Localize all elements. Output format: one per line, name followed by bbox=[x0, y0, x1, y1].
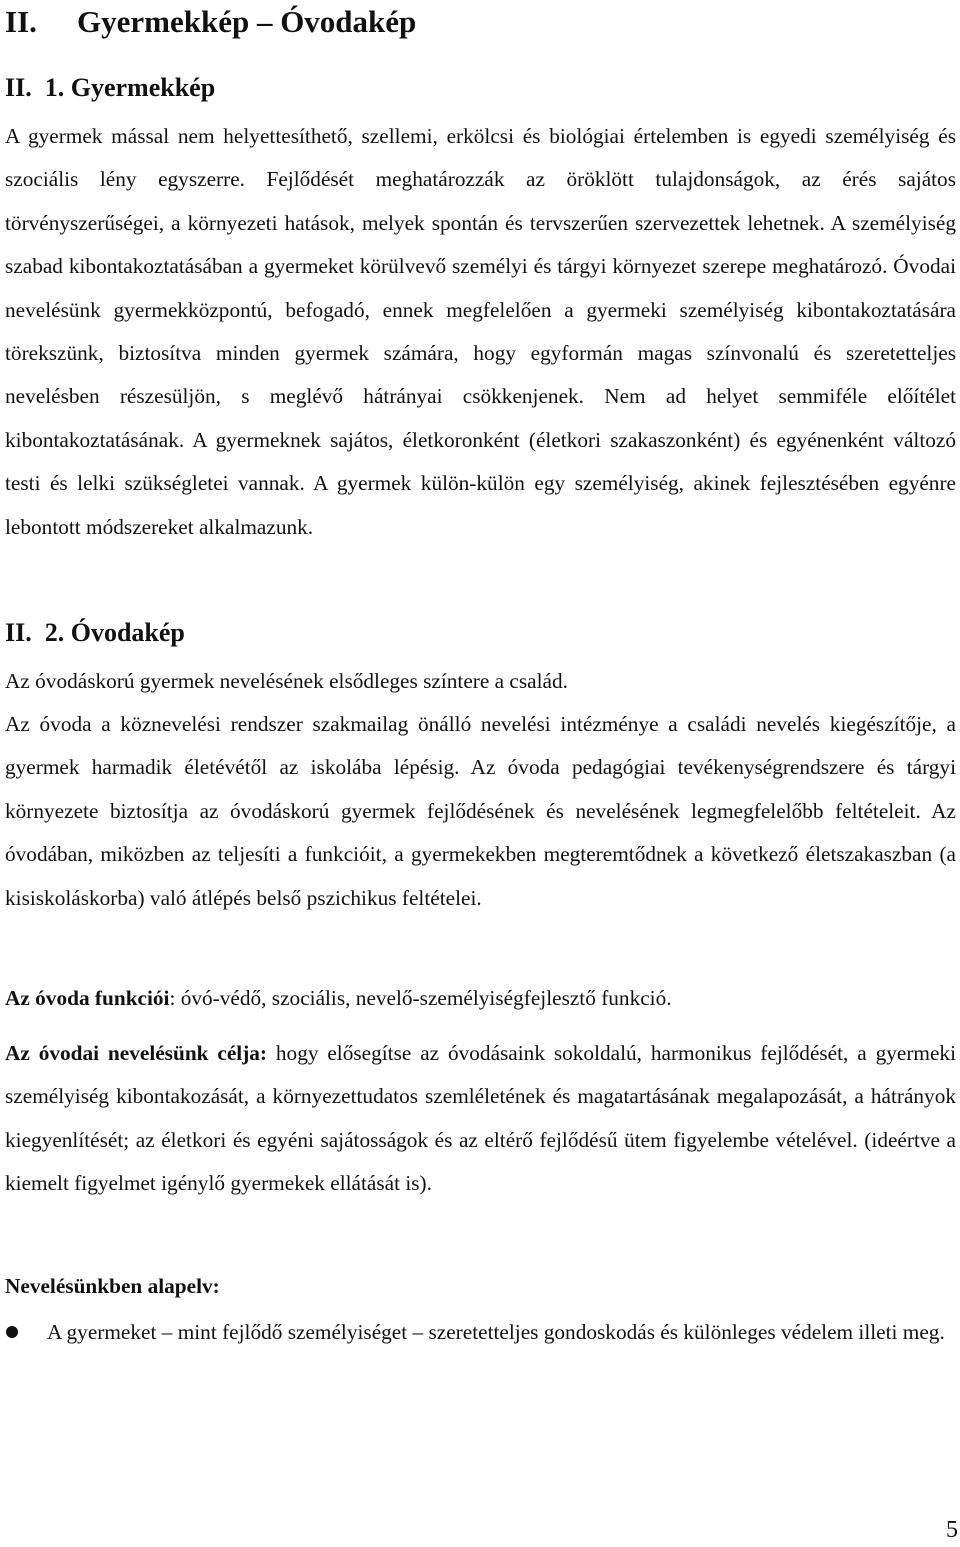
principle-heading bbox=[5, 1265, 956, 1308]
bullet-icon bbox=[6, 1326, 18, 1338]
ovodakep-paragraph-2: Az óvoda a köznevelési rendszer szakmailag önálló nevelési intézménye a családi nevelés kiegészítője, a gyermek harmadik életévétől az iskolába lépésig. Az óvoda pedagógiai tevékenységrendszere és tárgyi környezete biztosítja az óvodáskorú gyermek fejlődésének és nevelésének legmegfelelőbb feltételeit. Az óvodában, miközben az teljesíti a funkcióit, a gyermekekben megteremtődnek a következő életszakaszban (a kisiskoláskorba) való átlépés belső pszichikus feltételei. bbox=[5, 712, 956, 910]
page-number: 5 bbox=[946, 1517, 958, 1543]
principle-heading-text: Nevelésünkben alapelv: bbox=[5, 1274, 220, 1298]
section-number: II. bbox=[5, 4, 37, 39]
principles-list bbox=[5, 1310, 956, 1354]
gyermekkep-paragraph: A gyermek mással nem helyettesíthető, szellemi, erkölcsi és biológiai értelemben is egyedi személyiség és szociális lény egyszerre. Fejlődését meghatározzák az öröklött tulajdonságok, az érés sajátos törvényszerűségei, a környezeti hatások, melyek spontán és tervszerűen szervezettek lehetnek. A személyiség szabad kibontakoztatásában a gyermeket körülvevő személyi és tárgyi környezet szerepe meghatározó. Óvodai nevelésünk gyermekközpontú, befogadó, ennek megfelelően a gyermeki személyiség kibontakoztatására törekszünk, biztosítva minden gyermek számára, hogy egyformán magas színvonalú és szeretetteljes nevelésben részesüljön, s meglévő hátrányai csökkenjenek. Nem ad helyet semmiféle előítélet kibontakoztatásának. A gyermeknek sajátos, életkoronként (életkori szakaszonként) és egyénenként változó testi és lelki szükségletei vannak. A gyermek külön-külön egy személyiség, akinek fejlesztésében egyénre lebontott módszereket alkalmazunk. bbox=[5, 124, 956, 539]
subsection-title-ovodakep: II. 2. Óvodakép bbox=[5, 618, 185, 647]
ovodakep-paragraph-1: Az óvodáskorú gyermek nevelésének elsődleges színtere a család. bbox=[5, 669, 568, 693]
section-title-text: Gyermekkép – Óvodakép bbox=[77, 4, 417, 39]
section-title bbox=[5, 2, 416, 42]
ovoda-goal-text: hogy elősegítse az óvodásaink sokoldalú, harmonikus fejlődését, a gyermeki személyiség kibontakozását, a környezettudatos szemléletének és magatartásának megalapozását, a hátrányok kiegyenlítését; az életkori és egyéni sajátosságok és az eltérő fejlődésű ütem figyelembe vételével. (ideértve a kiemelt figyelmet igénylő gyermekek ellátását is). bbox=[5, 1041, 956, 1196]
ovoda-functions-paragraph bbox=[5, 977, 956, 1020]
list-item bbox=[5, 1310, 956, 1354]
ovoda-functions-text: : óvó-védő, szociális, nevelő-személyiségfejlesztő funkció. bbox=[169, 986, 672, 1010]
ovoda-functions-label: Az óvoda funkciói bbox=[5, 986, 170, 1010]
ovoda-goal-paragraph bbox=[5, 1032, 956, 1206]
subsection-title-gyermekkep: II. 1. Gyermekkép bbox=[5, 73, 216, 102]
principle-text: A gyermeket – mint fejlődő személyiséget – szeretetteljes gondoskodás és különleges védelem illeti meg. bbox=[47, 1320, 945, 1344]
ovoda-goal-label: Az óvodai nevelésünk célja: bbox=[5, 1041, 268, 1065]
